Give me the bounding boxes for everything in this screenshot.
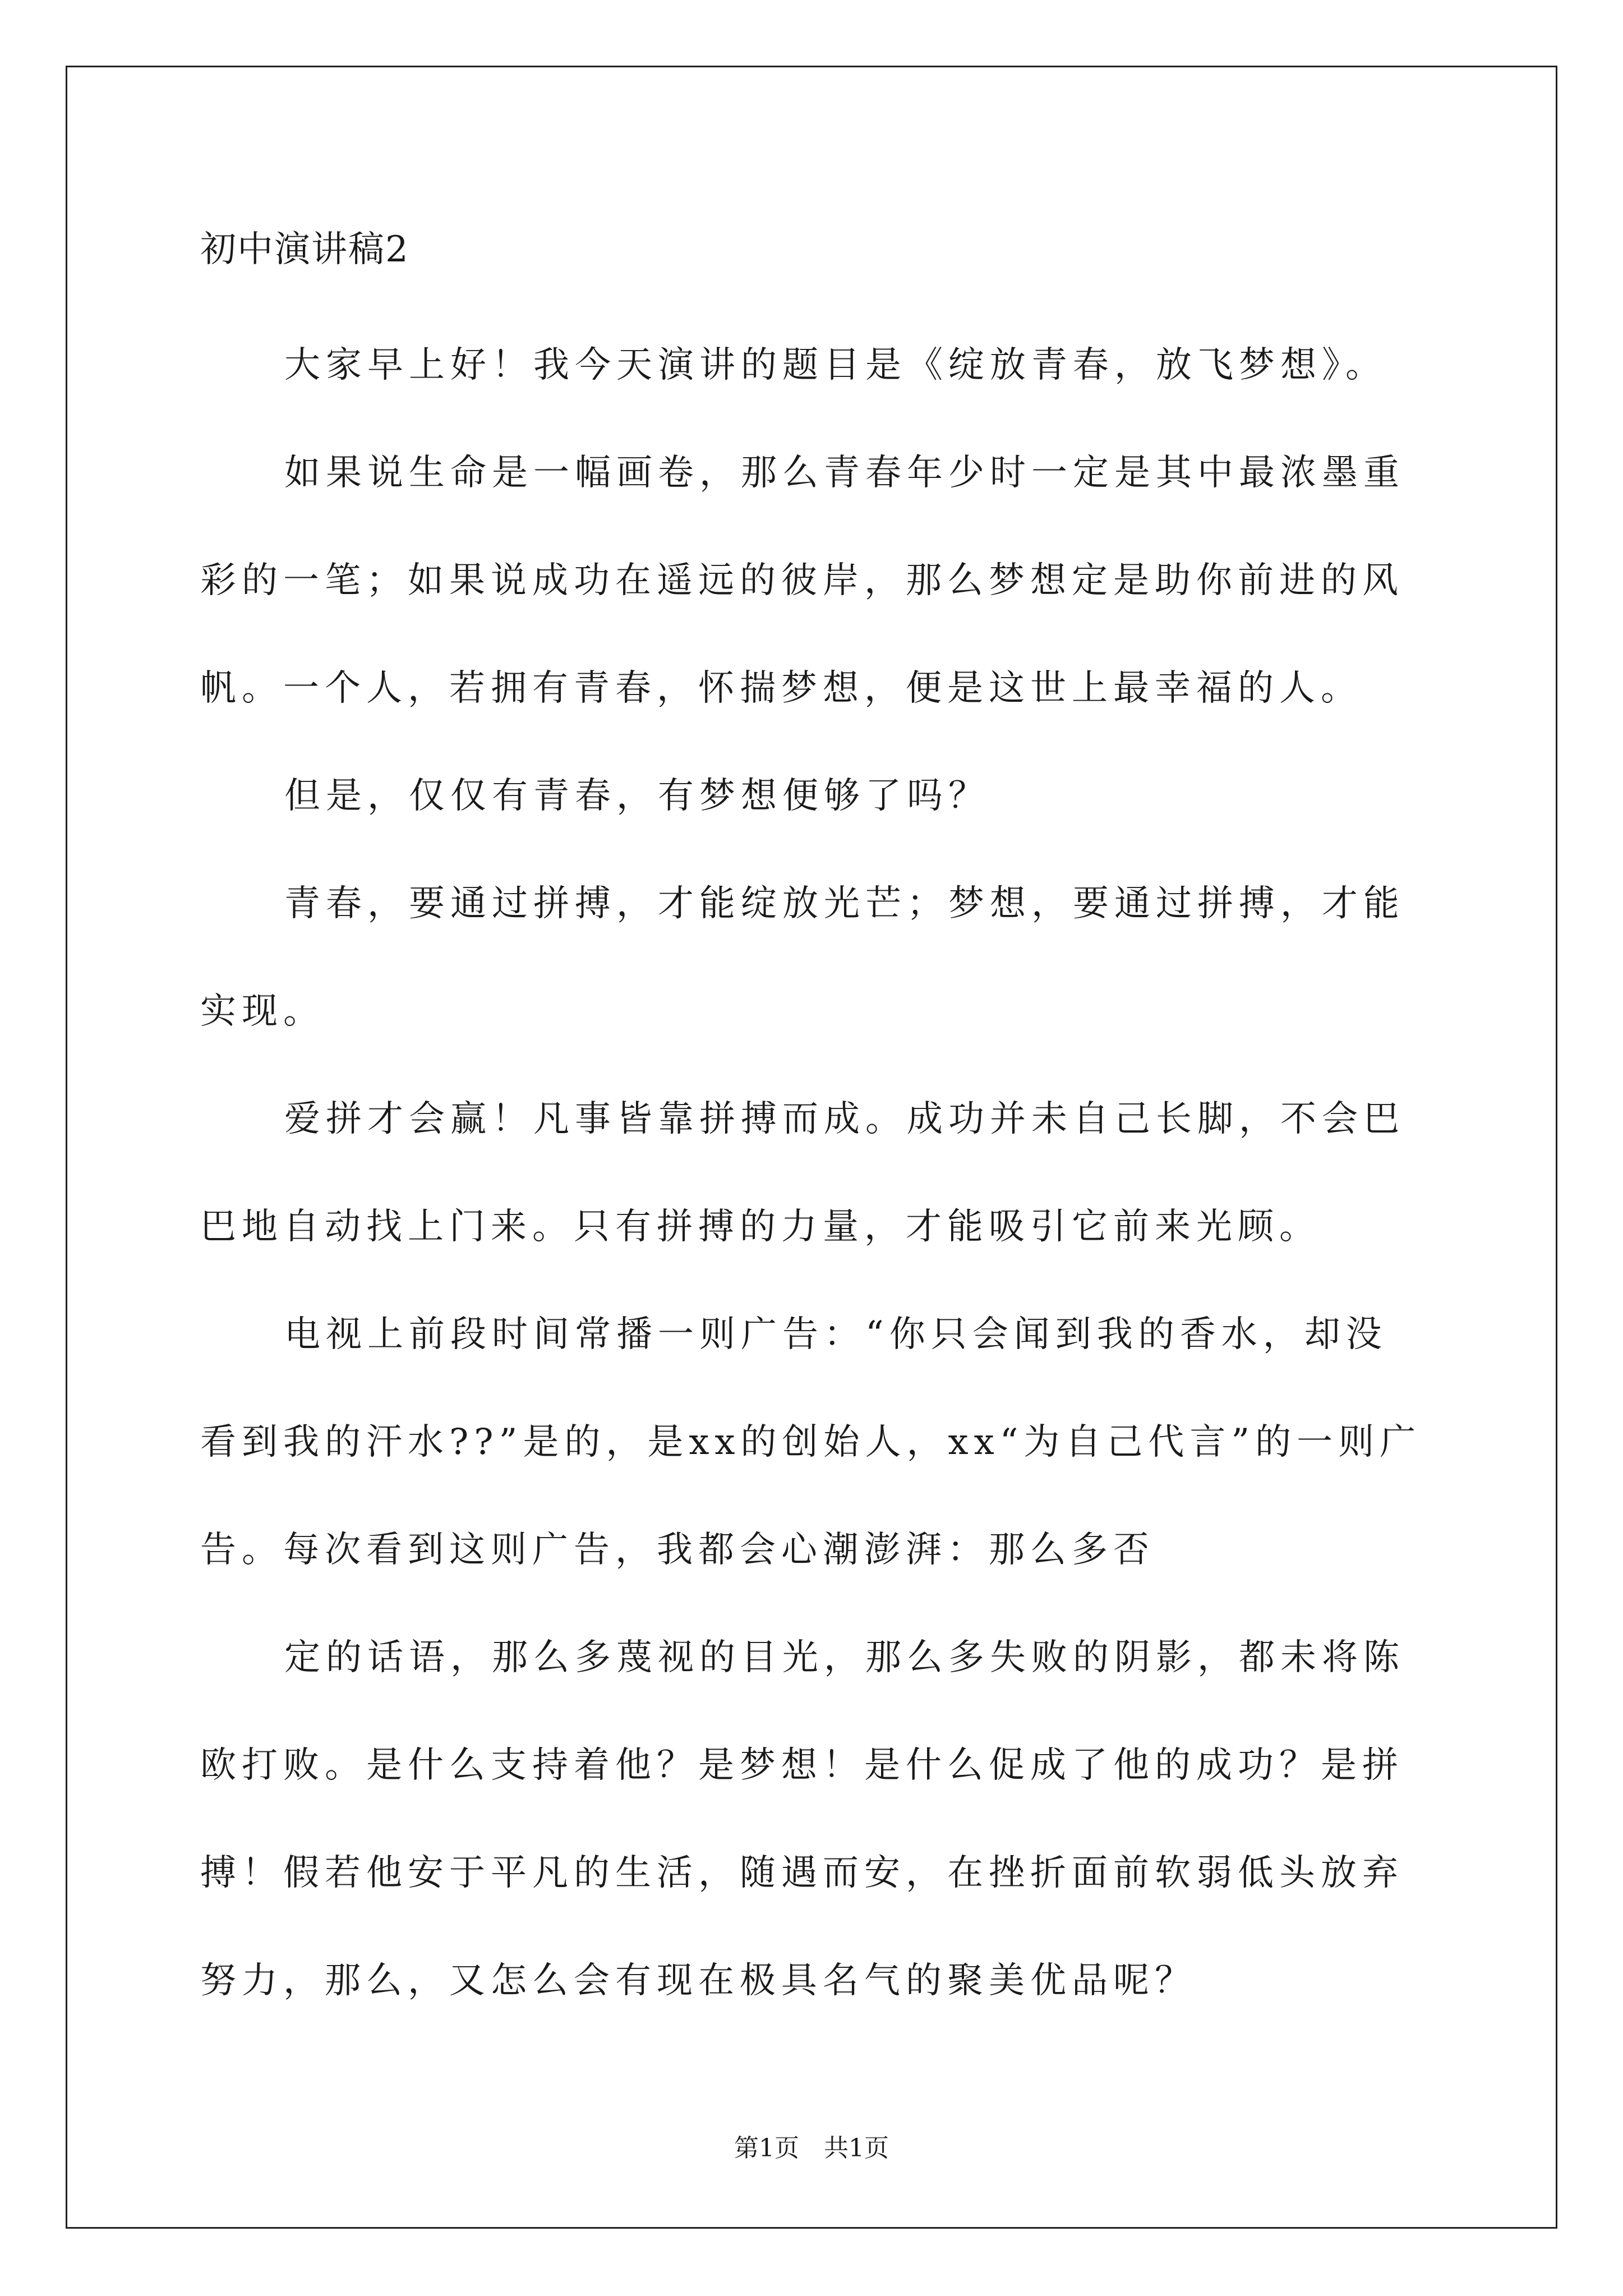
paragraph-conclusion: 定的话语，那么多蔑视的目光，那么多失败的阴影，都未将陈欧打败。是什么支持着他？是梦想！是什么促成了他的成功？是拼搏！假若他安于平凡的生活，随遇而安，在挫折面前软弱低头放弃努力，那么，又怎么会有现在极具名气的聚美优品呢？	[200, 1637, 1405, 2001]
paragraph-youth-effort: 青春，要通过拼搏，才能绽放光芒；梦想，要通过拼搏，才能实现。	[200, 883, 1405, 1032]
document-title: 初中演讲稿2	[200, 229, 409, 270]
paragraph-effort-wins: 爱拼才会赢！凡事皆靠拼搏而成。成功并未自己长脚，不会巴巴地自动找上门来。只有拼搏的力量，才能吸引它前来光顾。	[200, 1098, 1405, 1248]
paragraph-greeting: 大家早上好！我今天演讲的题目是《绽放青春，放飞梦想》。	[284, 344, 1387, 386]
page-footer: 第1页 共1页	[734, 2134, 889, 2162]
document-body	[200, 222, 1423, 2035]
paragraph-life-metaphor: 如果说生命是一幅画卷，那么青春年少时一定是其中最浓墨重彩的一笔；如果说成功在遥远的彼岸，那么梦想定是助你前进的风帆。一个人，若拥有青春，怀揣梦想，便是这世上最幸福的人。	[200, 452, 1405, 709]
paragraph-question: 但是，仅仅有青春，有梦想便够了吗？	[284, 775, 990, 817]
paragraph-advertisement: 电视上前段时间常播一则广告：“你只会闻到我的香水，却没看到我的汗水??”是的，是xx的创始人，xx“为自己代言”的一则广告。每次看到这则广告，我都会心潮澎湃：那么多否	[200, 1314, 1422, 1571]
